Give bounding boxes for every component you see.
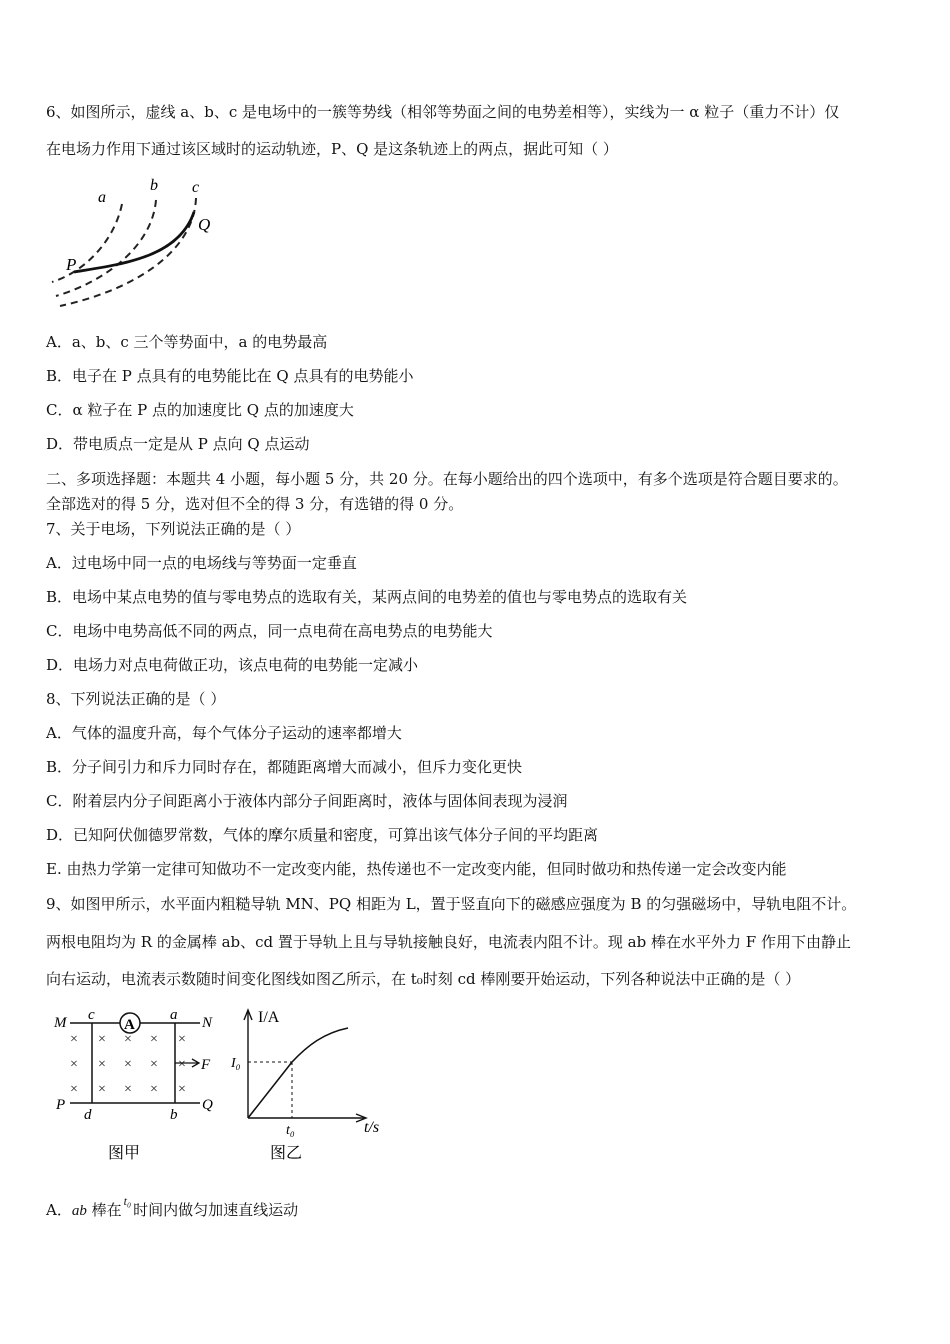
label-a: a <box>98 189 106 206</box>
x-axis-label: t/s <box>364 1119 380 1136</box>
q6-stem-line1: 6、如图所示，虚线 a、b、c 是电场中的一簇等势线（相邻等势面之间的电势差相等），实线为一 α 粒子（重力不计）仅 <box>46 103 840 121</box>
field-cross: × <box>150 1057 158 1072</box>
equipotential-line-c <box>60 198 196 306</box>
q6-equipotential-figure <box>44 172 234 307</box>
q7-stem: 7、关于电场，下列说法正确的是（ ） <box>46 520 301 538</box>
q6-option-c: C．α 粒子在 P 点的加速度比 Q 点的加速度大 <box>46 401 354 419</box>
label-P: P <box>56 1097 66 1113</box>
field-cross: × <box>124 1057 132 1072</box>
field-cross: × <box>150 1082 158 1097</box>
label-q: Q <box>198 215 211 234</box>
ammeter-label: A <box>124 1017 135 1033</box>
option-a-t0: t₀ <box>123 1194 132 1208</box>
q7-option-a: A．过电场中同一点的电场线与等势面一定垂直 <box>46 554 357 572</box>
section2-heading-line2: 全部选对的得 5 分，选对但不全的得 3 分，有选错的得 0 分。 <box>46 495 464 513</box>
label-c: c <box>192 179 200 196</box>
alpha-trajectory <box>74 212 194 272</box>
q8-option-b: B．分子间引力和斥力同时存在，都随距离增大而减小，但斥力变化更快 <box>46 758 523 776</box>
label-M: M <box>54 1015 67 1031</box>
label-p: P <box>66 255 77 274</box>
q7-option-d: D．电场力对点电荷做正功，该点电荷的电势能一定减小 <box>46 656 419 674</box>
field-cross: × <box>70 1082 78 1097</box>
q9-figure-yi <box>228 1000 398 1170</box>
q6-option-b: B．电子在 P 点具有的电势能比在 Q 点具有的电势能小 <box>46 367 414 385</box>
q8-option-a: A．气体的温度升高，每个气体分子运动的速率都增大 <box>46 724 402 742</box>
field-cross: × <box>178 1032 186 1047</box>
option-a-prefix: A． <box>46 1201 72 1219</box>
i0-tick-label: I₀ <box>231 1056 241 1071</box>
field-cross: × <box>98 1082 106 1097</box>
label-b: b <box>150 177 158 194</box>
field-cross: × <box>98 1032 106 1047</box>
q8-option-d: D．已知阿伏伽德罗常数，气体的摩尔质量和密度，可算出该气体分子间的平均距离 <box>46 826 599 844</box>
q9-stem-line2: 两根电阻均为 R 的金属棒 ab、cd 置于导轨上且与导轨接触良好，电流表内阻不计。现 ab 棒在水平外力 F 作用下由静止 <box>46 933 851 951</box>
field-cross: × <box>178 1057 186 1072</box>
q9-figure-jia <box>50 1005 230 1170</box>
y-axis-label: I/A <box>258 1009 280 1026</box>
equipotential-line-b <box>56 200 156 296</box>
q6-stem-line2: 在电场力作用下通过该区域时的运动轨迹，P、Q 是这条轨迹上的两点，据此可知（ ） <box>46 140 618 158</box>
q8-option-c: C．附着层内分子间距离小于液体内部分子间距离时，液体与固体间表现为浸润 <box>46 792 568 810</box>
option-a-mid: 棒在 <box>86 1201 122 1219</box>
label-F: F <box>201 1057 211 1073</box>
q6-option-d: D．带电质点一定是从 P 点向 Q 点运动 <box>46 435 310 453</box>
label-c: c <box>88 1007 95 1023</box>
fig-jia-caption: 图甲 <box>108 1145 141 1162</box>
t0-tick-label: t₀ <box>286 1123 295 1138</box>
field-cross: × <box>150 1032 158 1047</box>
current-curve <box>248 1028 348 1118</box>
label-d: d <box>84 1107 92 1123</box>
q9-stem-line1: 9、如图甲所示，水平面内粗糙导轨 MN、PQ 相距为 L，置于竖直向下的磁感应强度为 B 的匀强磁场中，导轨电阻不计。 <box>46 895 857 913</box>
label-Q: Q <box>202 1097 213 1113</box>
label-N: N <box>202 1015 213 1031</box>
q9-option-a <box>46 1194 299 1221</box>
q7-option-b: B．电场中某点电势的值与零电势点的选取有关，某两点间的电势差的值也与零电势点的选取有关 <box>46 588 688 606</box>
field-cross: × <box>124 1032 132 1047</box>
option-a-rest: 时间内做匀加速直线运动 <box>133 1201 299 1219</box>
option-a-rod: ab <box>71 1203 87 1219</box>
field-cross: × <box>178 1082 186 1097</box>
label-b: b <box>170 1107 178 1123</box>
q6-option-a: A．a、b、c 三个等势面中，a 的电势最高 <box>46 333 328 351</box>
q8-option-e: E. 由热力学第一定律可知做功不一定改变内能，热传递也不一定改变内能，但同时做功和热传递一定会改变内能 <box>46 860 787 878</box>
label-a: a <box>170 1007 178 1023</box>
field-cross: × <box>124 1082 132 1097</box>
q7-option-c: C．电场中电势高低不同的两点，同一点电荷在高电势点的电势能大 <box>46 622 493 640</box>
q8-stem: 8、下列说法正确的是（ ） <box>46 690 226 708</box>
q9-stem-line3: 向右运动，电流表示数随时间变化图线如图乙所示，在 t₀时刻 cd 棒刚要开始运动，下列各种说法中正确的是（ ） <box>46 970 801 988</box>
field-cross: × <box>70 1057 78 1072</box>
section2-heading-line1: 二、多项选择题：本题共 4 小题，每小题 5 分，共 20 分。在每小题给出的四个选项中，有多个选项是符合题目要求的。 <box>46 470 848 488</box>
field-cross: × <box>70 1032 78 1047</box>
fig-yi-caption: 图乙 <box>270 1145 303 1162</box>
field-cross: × <box>98 1057 106 1072</box>
